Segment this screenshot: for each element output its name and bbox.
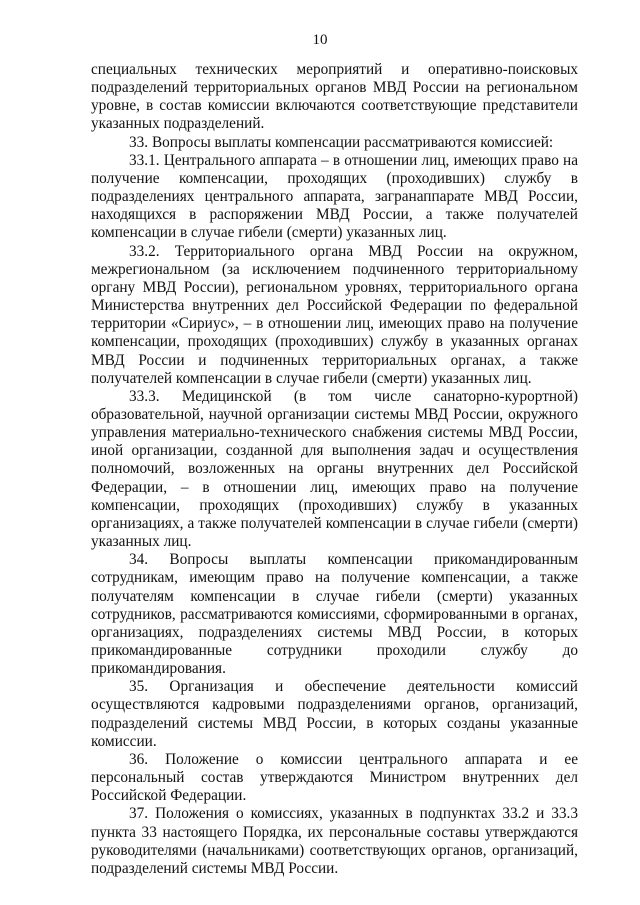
paragraph-continuation: специальных технических мероприятий и оперативно-поисковых подразделений территориальных органов МВД России на региональном уровне, в состав комиссии включаются соответствующие представители указанных подразделений. (91, 61, 578, 133)
paragraph-33: 33. Вопросы выплаты компенсации рассматриваются комиссией: (129, 133, 554, 151)
document-body (91, 61, 578, 878)
paragraph-36: 36. Положение о комиссии центрального аппарата и ее персональный состав утверждаются Министром внутренних дел Российской Федерации. (91, 750, 578, 805)
paragraph-33-1: 33.1. Центрального аппарата – в отношении лиц, имеющих право на получение компенсации, проходящих (проходивших) службу в подразделениях центрального аппарата, загранаппарате МВД России, находящихся в распоряжении МВД России, а также получателей компенсации в случае гибели (смерти) указанных лиц. (91, 151, 578, 242)
paragraph-33-2: 33.2. Территориального органа МВД России на окружном, межрегиональном (за исключением подчиненного территориальному органу МВД России), региональном уровнях, территориального органа Министерства внутренних дел Российской Федерации по федеральной территории «Сириус», – в отношении лиц, имеющих право на получение компенсации, проходящих (проходивших) службу в указанных органах МВД России и подчиненных территориальных органах, а также получателей компенсации в случае гибели (смерти) указанных лиц. (91, 242, 578, 387)
paragraph-37: 37. Положения о комиссиях, указанных в подпунктах 33.2 и 33.3 пункта 33 настоящего Порядка, их персональные составы утверждаются руководителями (начальниками) соответствующих органов, организаций, подразделений системы МВД России. (91, 805, 578, 877)
paragraph-35: 35. Организация и обеспечение деятельности комиссий осуществляются кадровыми подразделениями органов, организаций, подразделений системы МВД России, в которых созданы указанные комиссии. (91, 678, 578, 750)
page-number: 10 (312, 32, 328, 48)
paragraph-34: 34. Вопросы выплаты компенсации прикомандированным сотрудникам, имеющим право на получение компенсации, а также получателям компенсации в случае гибели (смерти) указанных сотрудников, рассматриваются комиссиями, сформированными в органах, организациях, подразделениях системы МВД России, в которых прикомандированные сотрудники проходили службу до прикомандирования. (91, 551, 578, 678)
paragraph-33-3: 33.3. Медицинской (в том числе санаторно-курортной) образовательной, научной организации системы МВД России, окружного управления материально-технического снабжения системы МВД России, иной организации, созданной для выполнения задач и осуществления полномочий, возложенных на органы внутренних дел Российской Федерации, – в отношении лиц, имеющих право на получение компенсации, проходящих (проходивших) службу в указанных организациях, а также получателей компенсации в случае гибели (смерти) указанных лиц. (91, 387, 578, 551)
